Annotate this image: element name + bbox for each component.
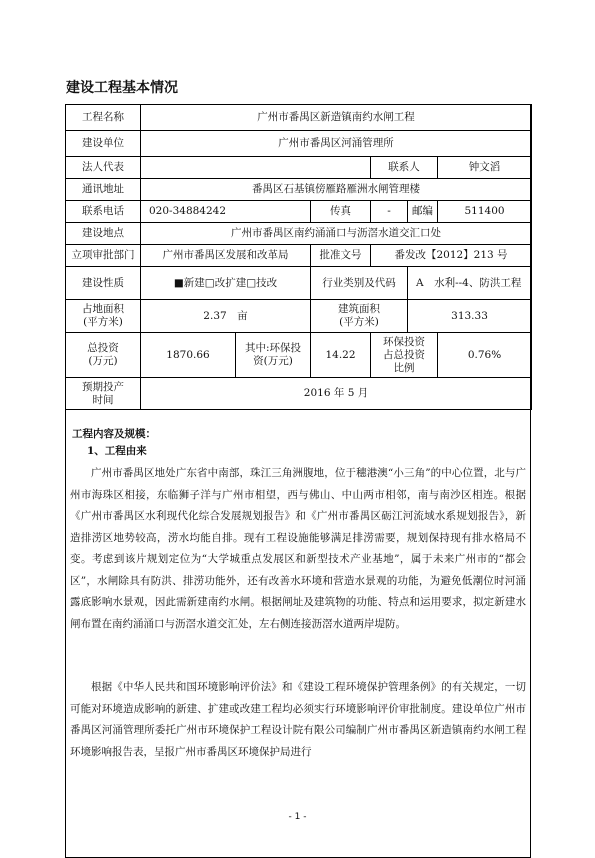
env-ratio-label: 环保投资 占总投资 比例 [371, 333, 438, 378]
schedule-label: 预期投产 时间 [66, 378, 141, 410]
industry-label: 行业类别及代码 [311, 267, 408, 300]
approval-label: 立项审批部门 [66, 245, 141, 267]
phone-value: 020-34884242 [141, 201, 311, 223]
table-row [66, 333, 532, 378]
schedule-value: 2016 年 5 月 [141, 378, 532, 410]
content-heading: 工程内容及规模： [72, 428, 156, 440]
table-row [66, 131, 532, 157]
legal-value [141, 157, 371, 179]
build-area-value: 313.33 [408, 300, 532, 333]
table-row [66, 157, 532, 179]
table-row [66, 267, 532, 300]
content-paragraph: 广州市番禺区地处广东省中南部，珠江三角洲腹地，位于穗港澳“小三角”的中心位置，北与广州市海珠区相接，东临狮子洋与广州市相望，西与佛山、中山两市相邻，南与南沙区相连。根据《广州市番禺区水利现代化综合发展规划报告》和《广州市番禺区砺江河流域水系规划报告》，新造排涝区地势较高，涝水均能自排。现有工程设施能够满足排涝需要，规划保持现有排水格局不变。考虑到该片规划定位为“大学城重点发展区和新型技术产业基地”，属于未来广州市的“都会区”，水闸除具有防洪、排涝功能外，还有改善水环境和营造水景观的功能，为避免低潮位时河涌露底影响水景观，因此需新建南约水闸。根据闸址及建筑物的功能、特点和运用要求，拟定新建水闸布置在南约涌涌口与沥滘水道交汇处，左右侧连接沥滘水道两岸堤防。 [70, 467, 526, 630]
table-row [66, 105, 532, 131]
build-area-label: 建筑面积 (平方米) [311, 300, 408, 333]
env-ratio-value: 0.76% [438, 333, 532, 378]
table-row [66, 300, 532, 333]
env-invest-label: 其中:环保投 资(万元) [236, 333, 311, 378]
table-row [66, 378, 532, 410]
post-label: 邮编 [408, 201, 438, 223]
location-value: 广州市番禺区南约涌涌口与沥滘水道交汇口处 [141, 223, 532, 245]
env-invest-value: 14.22 [311, 333, 371, 378]
nature-value: ■新建□改扩建□技改 [141, 267, 311, 300]
area-value: 2.37 亩 [141, 300, 311, 333]
project-name-value: 广州市番禺区新造镇南约水闸工程 [141, 105, 532, 131]
unit-value: 广州市番禺区河涌管理所 [141, 131, 532, 157]
contact-label: 联系人 [371, 157, 438, 179]
industry-value: A 水利--4、防洪工程 [408, 267, 532, 300]
phone-label: 联系电话 [66, 201, 141, 223]
address-value: 番禺区石基镇傍雁路雁洲水闸管理楼 [141, 179, 532, 201]
table-row [66, 223, 532, 245]
area-label: 占地面积 (平方米) [66, 300, 141, 333]
table-row [66, 245, 532, 267]
fax-value: - [371, 201, 408, 223]
content-paragraph: 根据《中华人民共和国环境影响评价法》和《建设工程环境保护管理条例》的有关规定，一切可能对环境造成影响的新建、扩建或改建工程均必须实行环境影响评价审批制度。建设单位广州市番禺区河涌管理所委托广州市环境保护工程设计院有限公司编制广州市番禺区新造镇南约水闸工程环境影响报告表，呈报广州市番禺区环境保护局进行 [70, 681, 526, 758]
address-label: 通讯地址 [66, 179, 141, 201]
fax-label: 传真 [311, 201, 371, 223]
approval-value: 广州市番禺区发展和改革局 [141, 245, 311, 267]
contact-value: 钟文滔 [438, 157, 532, 179]
invest-value: 1870.66 [141, 333, 236, 378]
approval-doc-value: 番发改【2012】213 号 [371, 245, 532, 267]
invest-label: 总投资 (万元) [66, 333, 141, 378]
table-row [66, 179, 532, 201]
project-name-label: 工程名称 [66, 105, 141, 131]
post-value: 511400 [438, 201, 532, 223]
unit-label: 建设单位 [66, 131, 141, 157]
approval-doc-label: 批准文号 [311, 245, 371, 267]
legal-label: 法人代表 [66, 157, 141, 179]
nature-label: 建设性质 [66, 267, 141, 300]
table-row [66, 201, 532, 223]
location-label: 建设地点 [66, 223, 141, 245]
content-subheading: 1、工程由来 [87, 445, 147, 457]
page-title: 建设工程基本情况 [66, 80, 178, 96]
page-number: - 1 - [288, 812, 307, 822]
project-info-table [65, 104, 532, 410]
